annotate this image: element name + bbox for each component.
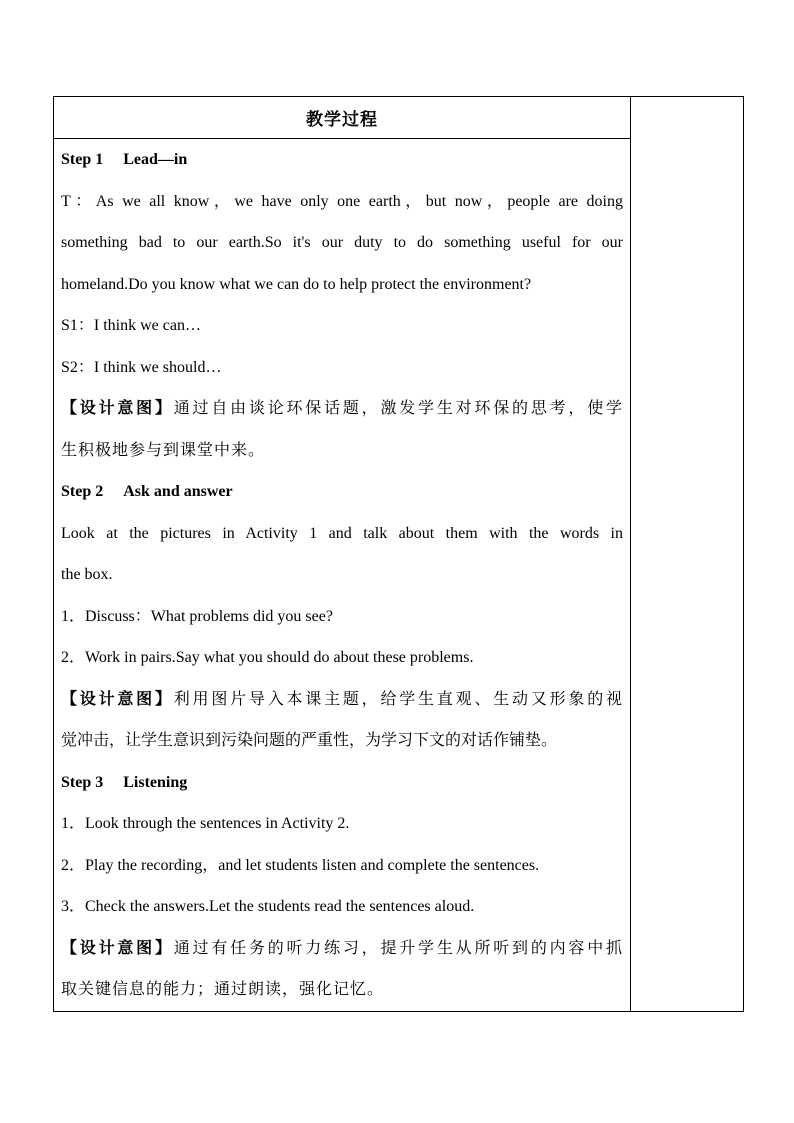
- step3-item-3: 3．Check the answers.Let the students read the sentences aloud.: [61, 898, 475, 915]
- step1-name: Lead—in: [123, 151, 188, 168]
- step1-design-intent-line-2: 生积极地参与到课堂中来。: [61, 441, 266, 459]
- step2-number: Step 2: [61, 483, 104, 500]
- step3-design-intent-line-1: [61, 928, 623, 970]
- step3-design-intent-line-2: 取关键信息的能力；通过朗读，强化记忆。: [61, 981, 385, 998]
- step1-heading: [61, 139, 623, 181]
- table-title: 教学过程: [306, 110, 378, 129]
- step1-teacher-line-3: homeland.Do you know what we can do to help protect the environment?: [61, 275, 532, 293]
- step1-design-intent-line-1: [61, 388, 623, 430]
- step3-name: Listening: [123, 773, 188, 791]
- table-header-row: [54, 97, 630, 139]
- step1-teacher-line-2: something bad to our earth.So it's our duty to do something useful for our: [61, 234, 623, 251]
- design-intent-label: 【设计意图】: [61, 939, 174, 957]
- step3-item-2: 2．Play the recording，and let students listen and complete the sentences.: [61, 856, 540, 874]
- teaching-process-content: [61, 139, 623, 1011]
- design-intent-label: 【设计意图】: [61, 690, 174, 708]
- step2-item-1: 1．Discuss：What problems did you see?: [61, 607, 333, 625]
- step2-intro-line-1: Look at the pictures in Activity 1 and talk about them with the words in: [61, 524, 623, 542]
- step1-student1-line: S1：I think we can…: [61, 317, 201, 334]
- step2-design-intent-line-1: [61, 679, 623, 721]
- step2-item-2: 2．Work in pairs.Say what you should do about these problems.: [61, 649, 474, 666]
- step3-item-1: 1．Look through the sentences in Activity 2.: [61, 815, 350, 832]
- step2-name: Ask and answer: [123, 483, 233, 500]
- step3-number: Step 3: [61, 773, 104, 791]
- step1-student2-line: S2：I think we should…: [61, 358, 222, 376]
- lesson-table: [53, 96, 744, 1012]
- step2-heading: [61, 471, 623, 513]
- step2-design-intent-line-2: 觉冲击，让学生意识到污染问题的严重性，为学习下文的对话作铺垫。: [61, 732, 558, 749]
- step2-intro-line-2: the box.: [61, 566, 113, 583]
- step1-number: Step 1: [61, 151, 104, 168]
- design-intent-label: 【设计意图】: [61, 400, 174, 417]
- step3-design-intent-text-1: 通过有任务的听力练习，提升学生从所听到的内容中抓: [173, 939, 623, 957]
- step1-teacher-line-1: T：As we all know，we have only one earth，but now，people are doing: [61, 192, 623, 210]
- step3-heading: [61, 762, 623, 804]
- step1-design-intent-text-1: 通过自由谈论环保话题，激发学生对环保的思考，使学: [173, 400, 623, 417]
- step2-design-intent-text-1: 利用图片导入本课主题，给学生直观、生动又形象的视: [173, 690, 623, 708]
- column-divider: [630, 97, 631, 1011]
